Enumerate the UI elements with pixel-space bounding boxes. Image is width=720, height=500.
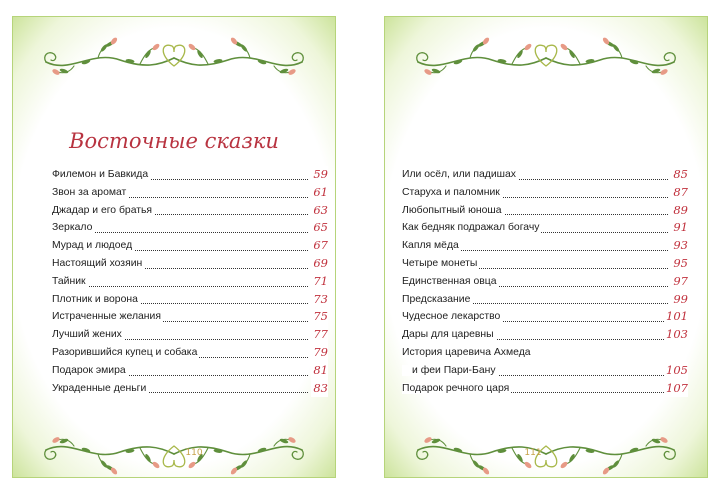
toc-entry	[52, 344, 328, 362]
toc-entry-page-number: 91	[671, 219, 688, 237]
floral-vine-ornament-icon	[40, 436, 308, 476]
toc-entry	[402, 202, 688, 220]
toc-entry-title: Звон за аромат	[52, 186, 127, 198]
toc-entry-page-number: 93	[671, 237, 688, 255]
dot-leader	[52, 286, 308, 287]
toc-entry-page-number: 63	[311, 202, 328, 220]
toc-entry-title: Старуха и паломник	[402, 186, 500, 198]
toc-entry-page-number: 59	[311, 166, 328, 184]
toc-entry-page-number: 61	[311, 184, 328, 202]
toc-entry-title: Лучший жених	[52, 329, 122, 341]
toc-entry-title: и феи Пари-Бану	[402, 365, 498, 376]
toc-entry-title: Как бедняк подражал богачу	[402, 222, 540, 234]
toc-entry	[52, 255, 328, 273]
toc-entry-title: Чудесное лекарство	[402, 311, 501, 323]
toc-entry	[52, 380, 328, 398]
toc-entry-page-number: 75	[311, 308, 328, 326]
toc-entry-page-number: 81	[311, 362, 328, 380]
toc-entry-page-number: 103	[664, 326, 688, 344]
toc-entry	[402, 291, 688, 309]
toc-entry-page-number: 65	[311, 219, 328, 237]
toc-entry-page-number: 105	[664, 362, 688, 380]
toc-entry-title: Разорившийся купец и собака	[52, 346, 198, 358]
toc-entry-page-number: 85	[671, 166, 688, 184]
toc-entry-title: История царевича Ахмеда	[402, 346, 531, 358]
toc-entry-title: Единственная овца	[402, 275, 497, 287]
toc-entry-page-number: 95	[671, 255, 688, 273]
toc-entry	[402, 166, 688, 184]
toc-entry-page-number: 107	[664, 380, 688, 398]
toc-entry-title: Джадар и его братья	[52, 204, 153, 216]
right-page	[384, 16, 708, 478]
toc-entry	[52, 291, 328, 309]
toc-entry-title: Зеркало	[52, 222, 93, 234]
toc-entry	[52, 184, 328, 202]
toc-entry	[52, 202, 328, 220]
toc-entry-title: Украденные деньги	[52, 382, 147, 394]
toc-entry-page-number: 67	[311, 237, 328, 255]
toc-entry-title: Четыре монеты	[402, 257, 478, 269]
toc-entry	[402, 362, 688, 380]
page-number: 110	[185, 448, 203, 458]
toc-entry-title: Настоящий хозяин	[52, 257, 143, 269]
toc-entry	[52, 308, 328, 326]
toc-entry	[402, 273, 688, 291]
toc-entry	[402, 380, 688, 398]
toc-entry	[52, 326, 328, 344]
toc-entry-page-number: 99	[671, 291, 688, 309]
toc-entry-title: Тайник	[52, 275, 86, 287]
toc-list-right	[402, 166, 688, 397]
toc-entry	[52, 273, 328, 291]
toc-entry	[402, 237, 688, 255]
toc-entry	[52, 362, 328, 380]
toc-entry-title: Подарок речного царя	[402, 382, 510, 394]
floral-vine-ornament-icon	[412, 36, 680, 76]
toc-entry-page-number: 69	[311, 255, 328, 273]
toc-entry	[402, 326, 688, 344]
toc-entry	[52, 166, 328, 184]
toc-entry	[402, 219, 688, 237]
toc-entry	[402, 255, 688, 273]
toc-entry-page-number: 101	[664, 308, 688, 326]
toc-entry-title: Любопытный юноша	[402, 204, 502, 216]
toc-entry	[402, 184, 688, 202]
toc-entry-page-number: 77	[311, 326, 328, 344]
toc-entry	[402, 308, 688, 326]
toc-entry-page-number: 79	[311, 344, 328, 362]
toc-entry-title: Дары для царевны	[402, 329, 494, 341]
page-number: 111	[524, 448, 542, 458]
toc-entry-title: Подарок эмира	[52, 364, 126, 376]
toc-list-left	[52, 166, 328, 397]
toc-entry-page-number: 89	[671, 202, 688, 220]
toc-entry	[52, 237, 328, 255]
toc-entry-title: Предсказание	[402, 293, 471, 305]
toc-entry	[52, 219, 328, 237]
toc-entry	[402, 344, 688, 362]
section-title: Восточные сказки	[69, 129, 279, 153]
left-page	[12, 16, 336, 478]
toc-entry-title: Или осёл, или падишах	[402, 169, 516, 180]
toc-entry-title: Истраченные желания	[52, 311, 161, 323]
toc-entry-title: Мурад и людоед	[52, 240, 133, 252]
floral-vine-ornament-icon	[40, 36, 308, 76]
toc-entry-page-number: 83	[311, 380, 328, 398]
toc-entry-title: Плотник и ворона	[52, 293, 138, 305]
toc-entry-page-number: 97	[671, 273, 688, 291]
toc-entry-page-number: 87	[671, 184, 688, 202]
toc-entry-title: Филемон и Бавкида	[52, 169, 149, 180]
toc-entry-page-number: 71	[311, 273, 328, 291]
toc-entry-title: Капля мёда	[402, 240, 459, 252]
toc-entry-page-number: 73	[311, 291, 328, 309]
